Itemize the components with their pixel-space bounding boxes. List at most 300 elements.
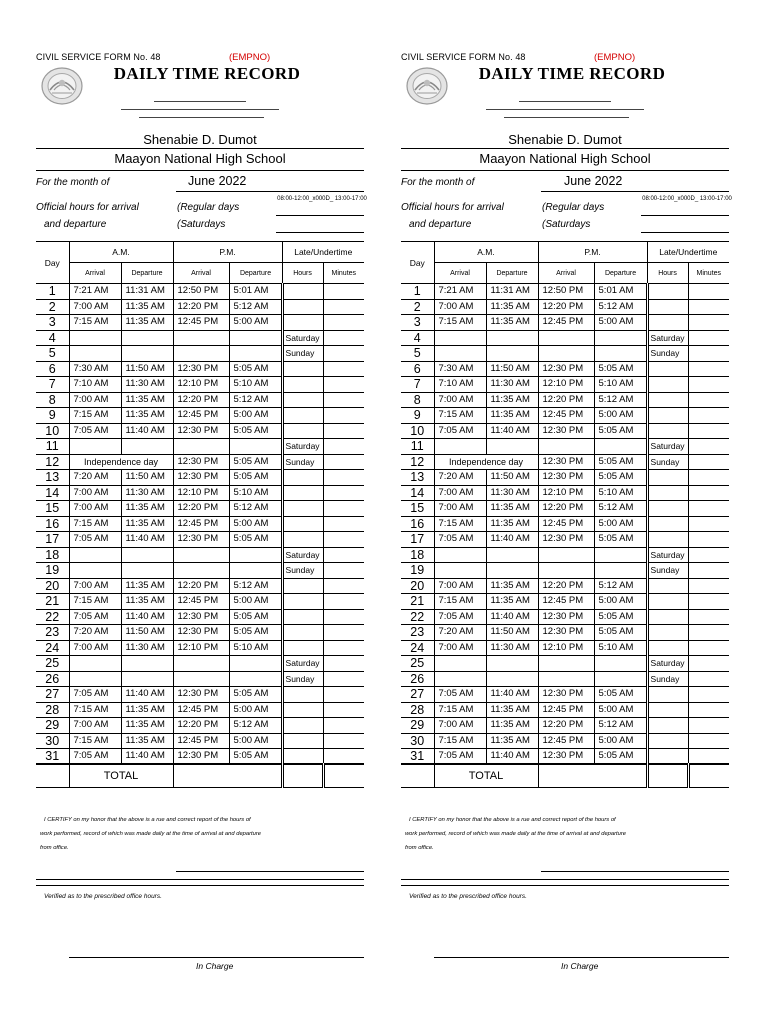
month-label: For the month of [401, 177, 475, 188]
am-arrival: 7:30 AM [69, 361, 121, 377]
am-departure: 11:40 AM [486, 749, 538, 765]
employee-number: (EMPNO) [594, 52, 636, 63]
day-number: 17 [36, 532, 69, 548]
pm-departure [594, 439, 647, 455]
pm-departure: 5:00 AM [229, 702, 282, 718]
day-number: 6 [36, 361, 69, 377]
am-arrival: 7:05 AM [434, 423, 486, 439]
undertime-minutes [688, 516, 729, 532]
divider [36, 148, 364, 149]
column-header-late: Late/Undertime [282, 242, 364, 263]
undertime-hours [647, 284, 688, 300]
am-arrival: 7:00 AM [69, 392, 121, 408]
am-departure [121, 563, 173, 579]
hours-underline [641, 215, 729, 216]
table-row [401, 361, 729, 377]
table-row [36, 392, 364, 408]
undertime-hours [282, 470, 323, 486]
undertime-hours: Sunday [647, 671, 688, 687]
pm-arrival: 12:45 PM [173, 702, 229, 718]
am-departure [121, 346, 173, 362]
table-row [36, 733, 364, 749]
pm-arrival: 12:30 PM [538, 423, 594, 439]
pm-arrival: 12:10 PM [173, 485, 229, 501]
undertime-minutes [688, 625, 729, 641]
am-departure [486, 656, 538, 672]
pm-departure: 5:12 AM [594, 299, 647, 315]
month-value: June 2022 [564, 174, 623, 188]
pm-departure: 5:00 AM [229, 516, 282, 532]
saturdays-label: (Saturdays [177, 219, 226, 230]
am-arrival: 7:00 AM [69, 299, 121, 315]
pm-arrival: 12:10 PM [538, 640, 594, 656]
undertime-hours [282, 485, 323, 501]
undertime-hours: Sunday [647, 563, 688, 579]
column-header-pm-departure: Departure [594, 263, 647, 284]
am-arrival [69, 439, 121, 455]
am-arrival: 7:05 AM [69, 609, 121, 625]
verified-text: Verified as to the prescribed office hours. [409, 893, 527, 900]
undertime-minutes [688, 284, 729, 300]
table-row [401, 408, 729, 424]
day-number: 22 [36, 609, 69, 625]
cert-line: I CERTIFY on my honor that the above is a rue and correct report of the hours of [409, 817, 616, 823]
undertime-minutes [688, 501, 729, 517]
pm-departure: 5:00 AM [229, 315, 282, 331]
undertime-hours [282, 749, 323, 765]
pm-departure: 5:10 AM [229, 485, 282, 501]
undertime-minutes [688, 470, 729, 486]
pm-departure [594, 547, 647, 563]
undertime-hours [282, 687, 323, 703]
undertime-hours: Sunday [282, 563, 323, 579]
pm-departure: 5:12 AM [594, 718, 647, 734]
table-row [401, 718, 729, 734]
pm-departure [229, 656, 282, 672]
am-departure [121, 656, 173, 672]
signature-line [541, 871, 729, 872]
am-arrival: 7:21 AM [434, 284, 486, 300]
am-departure: 11:40 AM [486, 609, 538, 625]
undertime-hours [647, 702, 688, 718]
pm-departure [229, 671, 282, 687]
day-number: 6 [401, 361, 434, 377]
am-departure: 11:31 AM [486, 284, 538, 300]
am-arrival: 7:15 AM [434, 408, 486, 424]
divider [36, 170, 364, 171]
undertime-hours [647, 470, 688, 486]
pm-arrival: 12:45 PM [538, 594, 594, 610]
undertime-minutes [688, 408, 729, 424]
pm-arrival [173, 330, 229, 346]
day-number: 26 [36, 671, 69, 687]
undertime-minutes [688, 656, 729, 672]
cert-line: work performed, record of which was made daily at the time of arrival at and departure [405, 831, 627, 837]
am-departure [486, 330, 538, 346]
undertime-hours [282, 408, 323, 424]
am-departure: 11:35 AM [121, 299, 173, 315]
pm-arrival [538, 563, 594, 579]
am-arrival: 7:00 AM [434, 501, 486, 517]
undertime-minutes [688, 330, 729, 346]
pm-arrival [173, 439, 229, 455]
table-row [36, 423, 364, 439]
undertime-minutes [323, 671, 364, 687]
pm-departure: 5:12 AM [594, 501, 647, 517]
am-arrival: 7:00 AM [434, 299, 486, 315]
undertime-minutes [688, 749, 729, 765]
am-departure: 11:35 AM [486, 392, 538, 408]
am-departure: 11:30 AM [121, 485, 173, 501]
pm-arrival: 12:20 PM [173, 501, 229, 517]
undertime-minutes [688, 578, 729, 594]
day-number: 3 [36, 315, 69, 331]
pm-departure [594, 671, 647, 687]
am-departure: 11:35 AM [121, 733, 173, 749]
am-departure: 11:35 AM [486, 501, 538, 517]
am-departure: 11:40 AM [486, 423, 538, 439]
pm-arrival [173, 656, 229, 672]
day-number: 30 [36, 733, 69, 749]
am-arrival [69, 563, 121, 579]
pm-arrival: 12:45 PM [173, 733, 229, 749]
undertime-hours: Saturday [282, 330, 323, 346]
day-number: 26 [401, 671, 434, 687]
pm-arrival [173, 346, 229, 362]
divider [401, 170, 729, 171]
undertime-hours [647, 315, 688, 331]
am-arrival: 7:15 AM [69, 516, 121, 532]
undertime-hours: Saturday [282, 547, 323, 563]
pm-arrival [538, 671, 594, 687]
undertime-hours [282, 594, 323, 610]
am-arrival: 7:15 AM [69, 315, 121, 331]
pm-arrival: 12:10 PM [173, 377, 229, 393]
day-number: 12 [36, 454, 69, 470]
day-number: 14 [36, 485, 69, 501]
am-arrival [69, 656, 121, 672]
in-charge-signature-line [69, 957, 364, 958]
undertime-hours [647, 392, 688, 408]
pm-arrival: 12:30 PM [173, 470, 229, 486]
day-number: 28 [401, 702, 434, 718]
school-name: Maayon National High School [114, 151, 286, 166]
pm-departure: 5:10 AM [594, 377, 647, 393]
day-number: 19 [36, 563, 69, 579]
undertime-minutes [323, 284, 364, 300]
table-row [401, 563, 729, 579]
undertime-hours [282, 299, 323, 315]
undertime-minutes [323, 532, 364, 548]
undertime-hours [282, 361, 323, 377]
day-number: 12 [401, 454, 434, 470]
table-row [36, 594, 364, 610]
undertime-hours: Saturday [647, 439, 688, 455]
am-arrival [434, 346, 486, 362]
pm-departure [594, 346, 647, 362]
am-departure: 11:40 AM [121, 749, 173, 765]
pm-departure: 5:00 AM [594, 702, 647, 718]
am-arrival [69, 346, 121, 362]
pm-arrival: 12:10 PM [538, 377, 594, 393]
total-pm [538, 764, 647, 787]
pm-departure: 5:05 AM [594, 454, 647, 470]
undertime-minutes [323, 501, 364, 517]
pm-arrival: 12:30 PM [538, 532, 594, 548]
official-hours-value: 08:00-12:00_x000D_ 13:00-17:00 [642, 196, 732, 202]
pm-arrival: 12:30 PM [173, 532, 229, 548]
pm-arrival: 12:30 PM [538, 687, 594, 703]
pm-departure: 5:05 AM [594, 749, 647, 765]
verified-text: Verified as to the prescribed office hours. [44, 893, 162, 900]
day-number: 1 [36, 284, 69, 300]
hours-underline [276, 215, 364, 216]
table-row [36, 284, 364, 300]
saturdays-label: (Saturdays [542, 219, 591, 230]
undertime-minutes [323, 733, 364, 749]
undertime-hours [282, 501, 323, 517]
table-row [36, 501, 364, 517]
am-arrival: 7:00 AM [69, 578, 121, 594]
am-departure: 11:30 AM [486, 640, 538, 656]
pm-departure: 5:05 AM [229, 687, 282, 703]
pm-arrival: 12:20 PM [173, 392, 229, 408]
pm-arrival: 12:50 PM [173, 284, 229, 300]
blank-line [121, 109, 279, 110]
undertime-minutes [323, 377, 364, 393]
pm-departure: 5:10 AM [594, 485, 647, 501]
pm-departure: 5:00 AM [594, 733, 647, 749]
am-arrival: 7:00 AM [69, 485, 121, 501]
undertime-minutes [323, 423, 364, 439]
am-arrival: 7:05 AM [434, 687, 486, 703]
pm-departure: 5:12 AM [229, 392, 282, 408]
undertime-minutes [688, 485, 729, 501]
pm-arrival [538, 346, 594, 362]
table-row [401, 640, 729, 656]
am-departure: 11:35 AM [486, 578, 538, 594]
am-departure [121, 439, 173, 455]
day-number: 10 [36, 423, 69, 439]
day-number: 4 [36, 330, 69, 346]
day-number: 23 [401, 625, 434, 641]
day-number: 20 [36, 578, 69, 594]
table-row [401, 733, 729, 749]
undertime-hours [282, 532, 323, 548]
undertime-minutes [688, 454, 729, 470]
day-number: 27 [401, 687, 434, 703]
form-number: CIVIL SERVICE FORM No. 48 [401, 52, 526, 62]
day-number: 3 [401, 315, 434, 331]
table-row [401, 547, 729, 563]
am-arrival: 7:00 AM [434, 485, 486, 501]
pm-arrival: 12:45 PM [538, 408, 594, 424]
am-departure: 11:35 AM [121, 702, 173, 718]
day-number: 15 [401, 501, 434, 517]
table-row [401, 656, 729, 672]
am-arrival: 7:10 AM [434, 377, 486, 393]
am-arrival: 7:20 AM [69, 625, 121, 641]
day-number: 29 [401, 718, 434, 734]
column-header-hours: Hours [647, 263, 688, 284]
pm-arrival: 12:50 PM [538, 284, 594, 300]
undertime-hours [647, 687, 688, 703]
total-pm [173, 764, 282, 787]
page-title: DAILY TIME RECORD [478, 64, 666, 83]
table-row [36, 470, 364, 486]
day-number: 24 [36, 640, 69, 656]
pm-arrival: 12:30 PM [538, 609, 594, 625]
undertime-hours: Sunday [647, 346, 688, 362]
undertime-minutes [323, 516, 364, 532]
am-arrival: 7:05 AM [434, 609, 486, 625]
pm-arrival: 12:20 PM [173, 299, 229, 315]
day-number: 21 [401, 594, 434, 610]
undertime-hours [282, 423, 323, 439]
am-arrival: 7:00 AM [434, 718, 486, 734]
table-row [36, 625, 364, 641]
am-departure: 11:50 AM [486, 625, 538, 641]
undertime-minutes [688, 609, 729, 625]
table-row [36, 299, 364, 315]
am-arrival: 7:05 AM [434, 749, 486, 765]
am-departure: 11:35 AM [486, 516, 538, 532]
in-charge-signature-line [434, 957, 729, 958]
table-row [36, 408, 364, 424]
pm-arrival: 12:45 PM [173, 408, 229, 424]
day-number: 5 [401, 346, 434, 362]
day-number: 17 [401, 532, 434, 548]
am-arrival: 7:00 AM [69, 718, 121, 734]
undertime-hours [282, 315, 323, 331]
undertime-hours [647, 299, 688, 315]
am-departure [486, 547, 538, 563]
pm-departure: 5:05 AM [229, 470, 282, 486]
undertime-minutes [323, 656, 364, 672]
undertime-minutes [688, 346, 729, 362]
column-header-am-departure: Departure [486, 263, 538, 284]
undertime-minutes [688, 392, 729, 408]
table-row [36, 656, 364, 672]
pm-departure: 5:00 AM [594, 594, 647, 610]
cert-line: from office. [405, 845, 434, 851]
pm-departure: 5:00 AM [229, 408, 282, 424]
undertime-minutes [323, 640, 364, 656]
day-number: 5 [36, 346, 69, 362]
pm-arrival: 12:20 PM [538, 392, 594, 408]
column-header-am-arrival: Arrival [434, 263, 486, 284]
pm-arrival: 12:30 PM [538, 625, 594, 641]
table-row [36, 485, 364, 501]
column-header-day: Day [401, 242, 434, 284]
undertime-hours: Sunday [282, 671, 323, 687]
table-row [401, 625, 729, 641]
undertime-minutes [688, 718, 729, 734]
am-arrival: 7:15 AM [434, 516, 486, 532]
certification-text [40, 813, 360, 855]
table-row [401, 671, 729, 687]
undertime-hours [282, 609, 323, 625]
undertime-hours [282, 284, 323, 300]
total-spacer [36, 764, 69, 787]
am-departure: 11:40 AM [121, 609, 173, 625]
pm-departure: 5:05 AM [594, 532, 647, 548]
pm-departure: 5:10 AM [594, 640, 647, 656]
day-number: 28 [36, 702, 69, 718]
total-minutes [688, 764, 729, 787]
am-departure [121, 671, 173, 687]
total-label: TOTAL [69, 764, 173, 787]
table-row [401, 454, 729, 470]
am-departure [486, 439, 538, 455]
undertime-minutes [688, 439, 729, 455]
am-departure: 11:35 AM [121, 392, 173, 408]
pm-arrival: 12:30 PM [538, 749, 594, 765]
employee-number: (EMPNO) [229, 52, 271, 63]
am-departure: 11:35 AM [121, 408, 173, 424]
pm-departure: 5:05 AM [594, 625, 647, 641]
table-row [36, 687, 364, 703]
undertime-minutes [688, 361, 729, 377]
table-row [36, 578, 364, 594]
am-departure: 11:30 AM [121, 640, 173, 656]
day-number: 13 [36, 470, 69, 486]
undertime-minutes [688, 423, 729, 439]
total-spacer [401, 764, 434, 787]
am-departure: 11:35 AM [486, 733, 538, 749]
day-number: 30 [401, 733, 434, 749]
undertime-minutes [323, 609, 364, 625]
day-number: 1 [401, 284, 434, 300]
pm-departure: 5:01 AM [594, 284, 647, 300]
table-row [401, 299, 729, 315]
table-row [401, 594, 729, 610]
am-arrival: 7:20 AM [434, 470, 486, 486]
undertime-minutes [323, 547, 364, 563]
undertime-hours [647, 408, 688, 424]
table-row [36, 563, 364, 579]
official-hours-label: Official hours for arrival [36, 202, 139, 213]
pm-departure: 5:00 AM [594, 315, 647, 331]
table-row [36, 330, 364, 346]
am-departure: 11:50 AM [121, 470, 173, 486]
undertime-minutes [323, 485, 364, 501]
column-header-am-departure: Departure [121, 263, 173, 284]
pm-arrival: 12:30 PM [538, 470, 594, 486]
undertime-hours [282, 718, 323, 734]
undertime-hours [282, 392, 323, 408]
undertime-hours [282, 640, 323, 656]
undertime-minutes [688, 299, 729, 315]
table-row [401, 439, 729, 455]
day-number: 23 [36, 625, 69, 641]
saturdays-underline [641, 232, 729, 233]
blank-line [519, 101, 611, 102]
undertime-minutes [688, 702, 729, 718]
day-number: 10 [401, 423, 434, 439]
undertime-minutes [688, 687, 729, 703]
total-minutes [323, 764, 364, 787]
day-number: 13 [401, 470, 434, 486]
table-row [36, 377, 364, 393]
column-header-minutes: Minutes [323, 263, 364, 284]
column-header-pm-arrival: Arrival [173, 263, 229, 284]
column-header-pm: P.M. [538, 242, 647, 263]
school-name: Maayon National High School [479, 151, 651, 166]
pm-arrival [173, 563, 229, 579]
am-departure: 11:35 AM [486, 299, 538, 315]
undertime-hours [647, 718, 688, 734]
